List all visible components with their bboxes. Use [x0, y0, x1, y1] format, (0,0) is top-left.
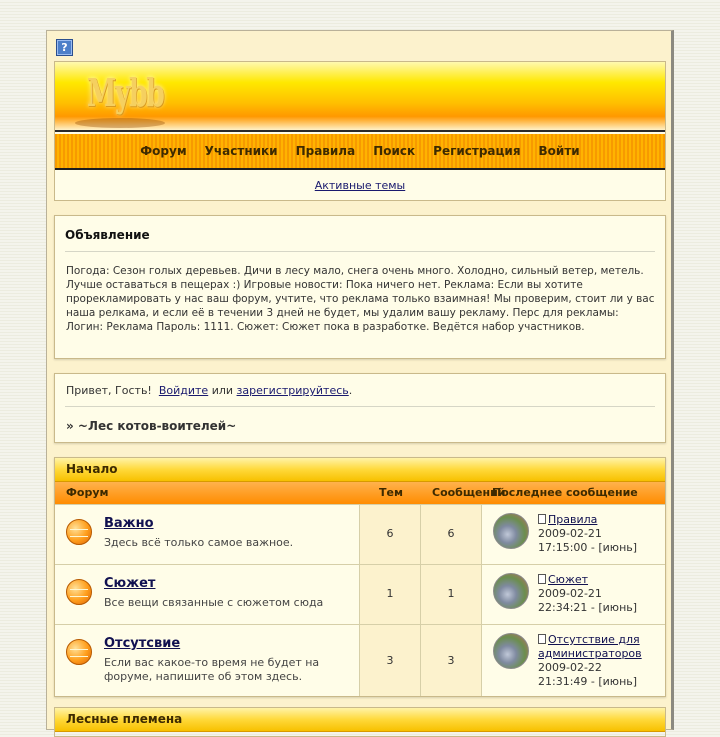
announcement-box: [54, 215, 666, 359]
category-start: [54, 457, 666, 697]
nav-rules[interactable]: Правила: [295, 144, 356, 158]
forum-description: Здесь всё только самое важное.: [104, 536, 294, 549]
forum-row: [55, 624, 665, 697]
last-post-time: 22:34:21 - [июнь]: [538, 601, 638, 614]
forum-status-icon: [66, 519, 92, 545]
forum-status-icon: [66, 639, 92, 665]
forum-row: [55, 564, 665, 624]
logo[interactable]: Mybb: [87, 70, 164, 115]
logo-shadow: [75, 118, 165, 128]
posts-count: 6: [421, 505, 482, 565]
announcement-text: Погода: Сезон голых деревьев. Дичи в лесу мало, снега очень много. Холодно, сильный ветер, метель. Лучше оставаться в пещерах :) Игровые новости: Пока ничего нет. Реклама: Если вы хотите прорекламировать у нас ваш форум, учтите, что реклама только взаимная! Мы проверим, стоит ли у вас наша релкама, и если её в течении 3 дней не будет, мы удалим вашу рекламу. Перс для рекламы: Логин: Реклама Пароль: 1111. Сюжет: Сюжет пока в разработке. Ведётся набор участников.: [66, 265, 655, 333]
breadcrumb[interactable]: » ~Лес котов-воителей~: [66, 419, 237, 433]
nav-forum[interactable]: Форум: [140, 144, 187, 158]
last-post-link[interactable]: Сюжет: [548, 573, 589, 586]
last-post-cell: [482, 505, 665, 565]
divider: [65, 251, 655, 252]
last-post: [538, 633, 663, 689]
last-post-time: 17:15:00 - [июнь]: [538, 541, 638, 554]
col-topics: Тем: [379, 486, 403, 499]
forum-description: Все вещи связанные с сюжетом сюда: [104, 596, 324, 609]
last-post-link[interactable]: Отсутствие для администраторов: [538, 633, 642, 660]
help-icon[interactable]: ?: [56, 39, 73, 56]
forum-cell: [55, 505, 360, 565]
forum-status-icon: [66, 579, 92, 605]
forum-cell: [55, 565, 360, 625]
avatar[interactable]: [493, 513, 529, 549]
col-forum: Форум: [66, 486, 109, 499]
last-post-date: 2009-02-21: [538, 527, 602, 540]
category-title[interactable]: Лесные племена: [55, 708, 665, 732]
topics-count: 3: [360, 625, 421, 697]
col-posts: Сообщений: [432, 486, 506, 499]
forum-cell: [55, 625, 360, 697]
period-text: .: [348, 384, 353, 397]
category-title[interactable]: Начало: [55, 458, 665, 482]
main-navigation: [55, 134, 665, 170]
forum-header: [54, 61, 666, 201]
document-icon: [538, 574, 546, 584]
greeting-line: [66, 384, 352, 397]
announcement-title: Объявление: [65, 228, 150, 242]
nav-members[interactable]: Участники: [204, 144, 278, 158]
last-post-cell: [482, 625, 665, 697]
register-link[interactable]: зарегистрируйтесь: [236, 384, 349, 397]
nav-register[interactable]: Регистрация: [433, 144, 521, 158]
active-topics-link[interactable]: Активные темы: [314, 179, 406, 192]
forum-link[interactable]: Сюжет: [104, 576, 156, 591]
banner: [55, 62, 665, 132]
last-post-time: 21:31:49 - [июнь]: [538, 675, 638, 688]
last-post-cell: [482, 565, 665, 625]
avatar[interactable]: [493, 633, 529, 669]
page-container: [46, 30, 674, 730]
posts-count: 1: [421, 565, 482, 625]
sub-navigation: [55, 172, 665, 200]
forum-link[interactable]: Важно: [104, 516, 154, 531]
forum-row: [55, 504, 665, 564]
greeting-text: Привет, Гость!: [66, 384, 152, 397]
or-text: или: [211, 384, 234, 397]
topics-count: 1: [360, 565, 421, 625]
topics-count: 6: [360, 505, 421, 565]
forum-link[interactable]: Отсутсвие: [104, 636, 181, 651]
avatar[interactable]: [493, 573, 529, 609]
divider: [65, 406, 655, 407]
document-icon: [538, 514, 546, 524]
last-post-date: 2009-02-21: [538, 587, 602, 600]
document-icon: [538, 634, 546, 644]
last-post-date: 2009-02-22: [538, 661, 602, 674]
nav-login[interactable]: Войти: [538, 144, 580, 158]
last-post-link[interactable]: Правила: [548, 513, 598, 526]
last-post: [538, 573, 663, 615]
nav-search[interactable]: Поиск: [373, 144, 416, 158]
greeting-box: [54, 373, 666, 443]
category-tribes: [54, 707, 666, 737]
posts-count: 3: [421, 625, 482, 697]
col-last: Последнее сообщение: [492, 486, 638, 499]
forum-description: Если вас какое-то время не будет на форуме, напишите об этом здесь.: [104, 656, 320, 683]
login-link[interactable]: Войдите: [158, 384, 209, 397]
last-post: [538, 513, 663, 555]
column-headers: [55, 482, 665, 504]
